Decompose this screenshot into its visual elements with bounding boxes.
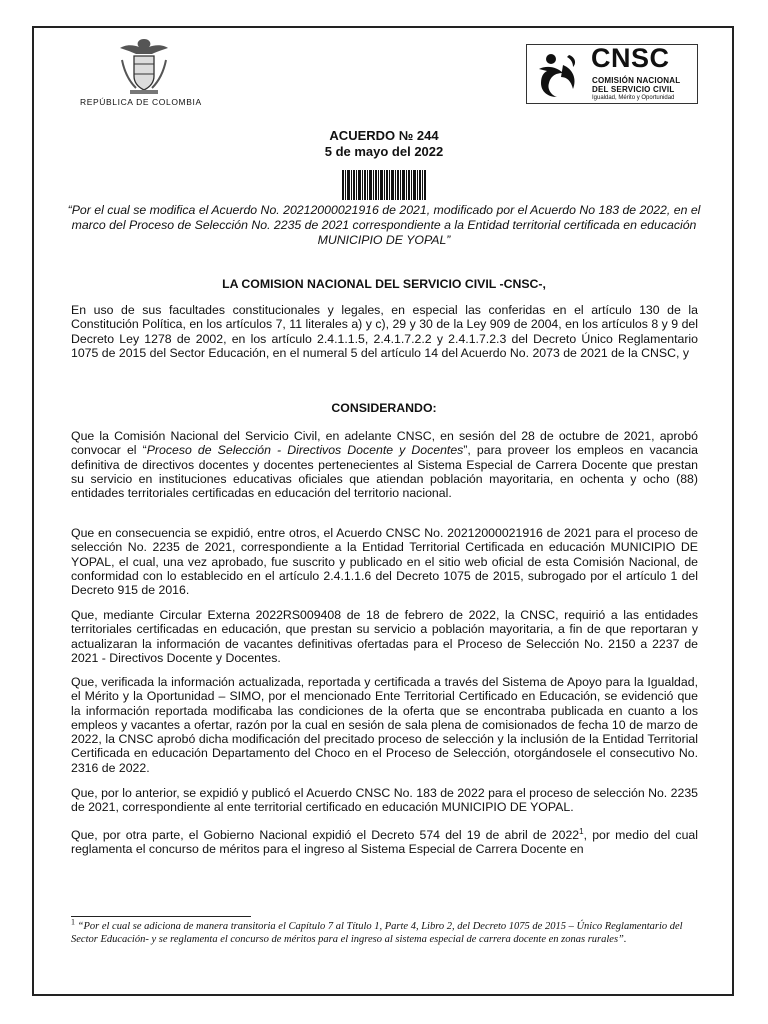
considerando-paragraph-4: Que, verificada la información actualizada, reportada y certificada a través del Sistema de Apoyo para la Igualdad, el Mérito y la Oportunidad – SIMO, por el mencionado Ente Territorial Certificado en Educación, se evidenció que la información reportada modificaba las condiciones de la oferta que se encontraba publicada en cuanto a los empleos y vacantes a ofertar, razón por la cual en sesión de sala plena de comisionados de fecha 10 de marzo de 2022, la CNSC aprobó dicha modificación del precitado proceso de selección y la inclusión de la Entidad Territorial Certificada en educación Departamento del Choco en el Proceso de Selección, otorgándosele el consecutivo No. 2316 de 2022.: [71, 675, 698, 775]
considerando-paragraph-5: Que, por lo anterior, se expidió y publicó el Acuerdo CNSC No. 183 de 2022 para el proceso de selección No. 2235 de 2021, correspondiente al ente territorial certificado en educación MUNICIPIO DE YOPAL.: [71, 786, 698, 815]
paragraph-text: Que, por otra parte, el Gobierno Nacional expidió el Decreto 574 del 19 de abril de 2022: [71, 828, 580, 842]
preamble-paragraph: En uso de sus facultades constitucionales y legales, en especial las conferidas en el artículo 130 de la Constitución Política, en los artículos 7, 11 literales a) y c), 29 y 30 de la Ley 909 de 2004, en los artículos 8 y 9 del Decreto Ley 1278 de 2002, en los artículo 2.4.1.1.5, 2.4.1.7.2.2 y 2.4.1.7.2.3 del Decreto Único Reglamentario 1075 de 2015 del Sector Educación, en el numeral 5 del artículo 14 del Acuerdo No. 2073 de 2021 de la CNSC, y: [71, 303, 698, 360]
logo-name-line1: COMISIÓN NACIONAL: [592, 76, 681, 85]
logo-name-line2: DEL SERVICIO CIVIL: [592, 85, 675, 94]
agreement-epigraph: “Por el cual se modifica el Acuerdo No. 20212000021916 de 2021, modificado por el Acuerdo No 183 de 2022, en el marco del Proceso de Selección No. 2235 de 2021 correspondiente a la Entidad territorial certificada en educación MUNICIPIO DE YOPAL”: [67, 203, 701, 247]
agreement-number: ACUERDO № 244: [329, 128, 439, 143]
footnote-text: “Por el cual se adiciona de manera transitoria el Capítulo 7 al Título 1, Parte 4, Libro 2, del Decreto 1075 de 2015 – Único Reglamentario del Sector Educación- y se reglamenta el concurso de méritos para el ingreso al sistema especial de carrera docente en zonas rurales”.: [71, 921, 683, 945]
footnote-number: 1: [71, 917, 75, 927]
paragraph-text: Que la Comisión Nacional del Servicio Civil, en adelante CNSC, en sesión del 28 de octubre de 2021, aprobó convocar el “: [71, 429, 698, 458]
process-name-italic: Proceso de Selección - Directivos Docente y Docentes: [146, 443, 464, 458]
considerando-paragraph-3: Que, mediante Circular Externa 2022RS009408 de 18 de febrero de 2022, la CNSC, requirió a las entidades territoriales certificadas en educación, que prestan su servicio a población mayoritaria, a fin de que reportaran y actualizaran la información de vacantes definitivas ofertadas para el Proceso de Selección No. 2150 a 2237 de 2021 - Directivos Docente y Docentes.: [71, 608, 698, 665]
footnote-divider: [71, 916, 251, 917]
logo-tagline: Igualdad, Mérito y Oportunidad: [592, 95, 675, 101]
barcode-icon: [342, 170, 426, 200]
considerando-heading: CONSIDERANDO:: [331, 401, 437, 415]
footnote: [71, 917, 698, 946]
issuer-heading: LA COMISION NACIONAL DEL SERVICIO CIVIL -CNSC-,: [222, 277, 546, 291]
footnote-reference[interactable]: 1: [579, 826, 584, 836]
paragraph-text: , por medio del cual reglamenta el concurso de méritos para el ingreso al Sistema Especial de Carrera Docente en: [71, 828, 698, 857]
coat-of-arms-icon: [112, 36, 176, 96]
logo-acronym: CNSC: [591, 43, 670, 73]
cnsc-figure-icon: [533, 51, 583, 99]
considerando-paragraph-1: [71, 429, 698, 500]
considerando-paragraph-2: Que en consecuencia se expidió, entre otros, el Acuerdo CNSC No. 20212000021916 de 2021 para el proceso de selección No. 2235 de 2021, correspondiente a la Entidad Territorial Certificada en educación MUNICIPIO DE YOPAL, el cual, una vez aprobado, fue suscrito y publicado en el sitio web oficial de esta Comisión Nacional, de conformidad con lo establecido en el artículo 2.4.1.1.6 del Decreto 1075 de 2015, subrogado por el artículo 1 del Decreto 915 de 2016.: [71, 526, 698, 598]
agreement-date: 5 de mayo del 2022: [324, 144, 444, 159]
cnsc-logo: [526, 44, 698, 104]
paragraph-text: ”, para proveer los empleos en vacancia definitiva de directivos docentes y docentes pertenecientes al Sistema Especial de Carrera Docente que prestan su servicio en instituciones educativas oficiales que atiendan población mayoritaria, en ochenta y ocho (88) entidades territoriales certificadas en educación del territorio nacional.: [71, 443, 698, 501]
republic-label: REPÚBLICA DE COLOMBIA: [80, 97, 202, 107]
considerando-paragraph-6: [71, 828, 698, 857]
